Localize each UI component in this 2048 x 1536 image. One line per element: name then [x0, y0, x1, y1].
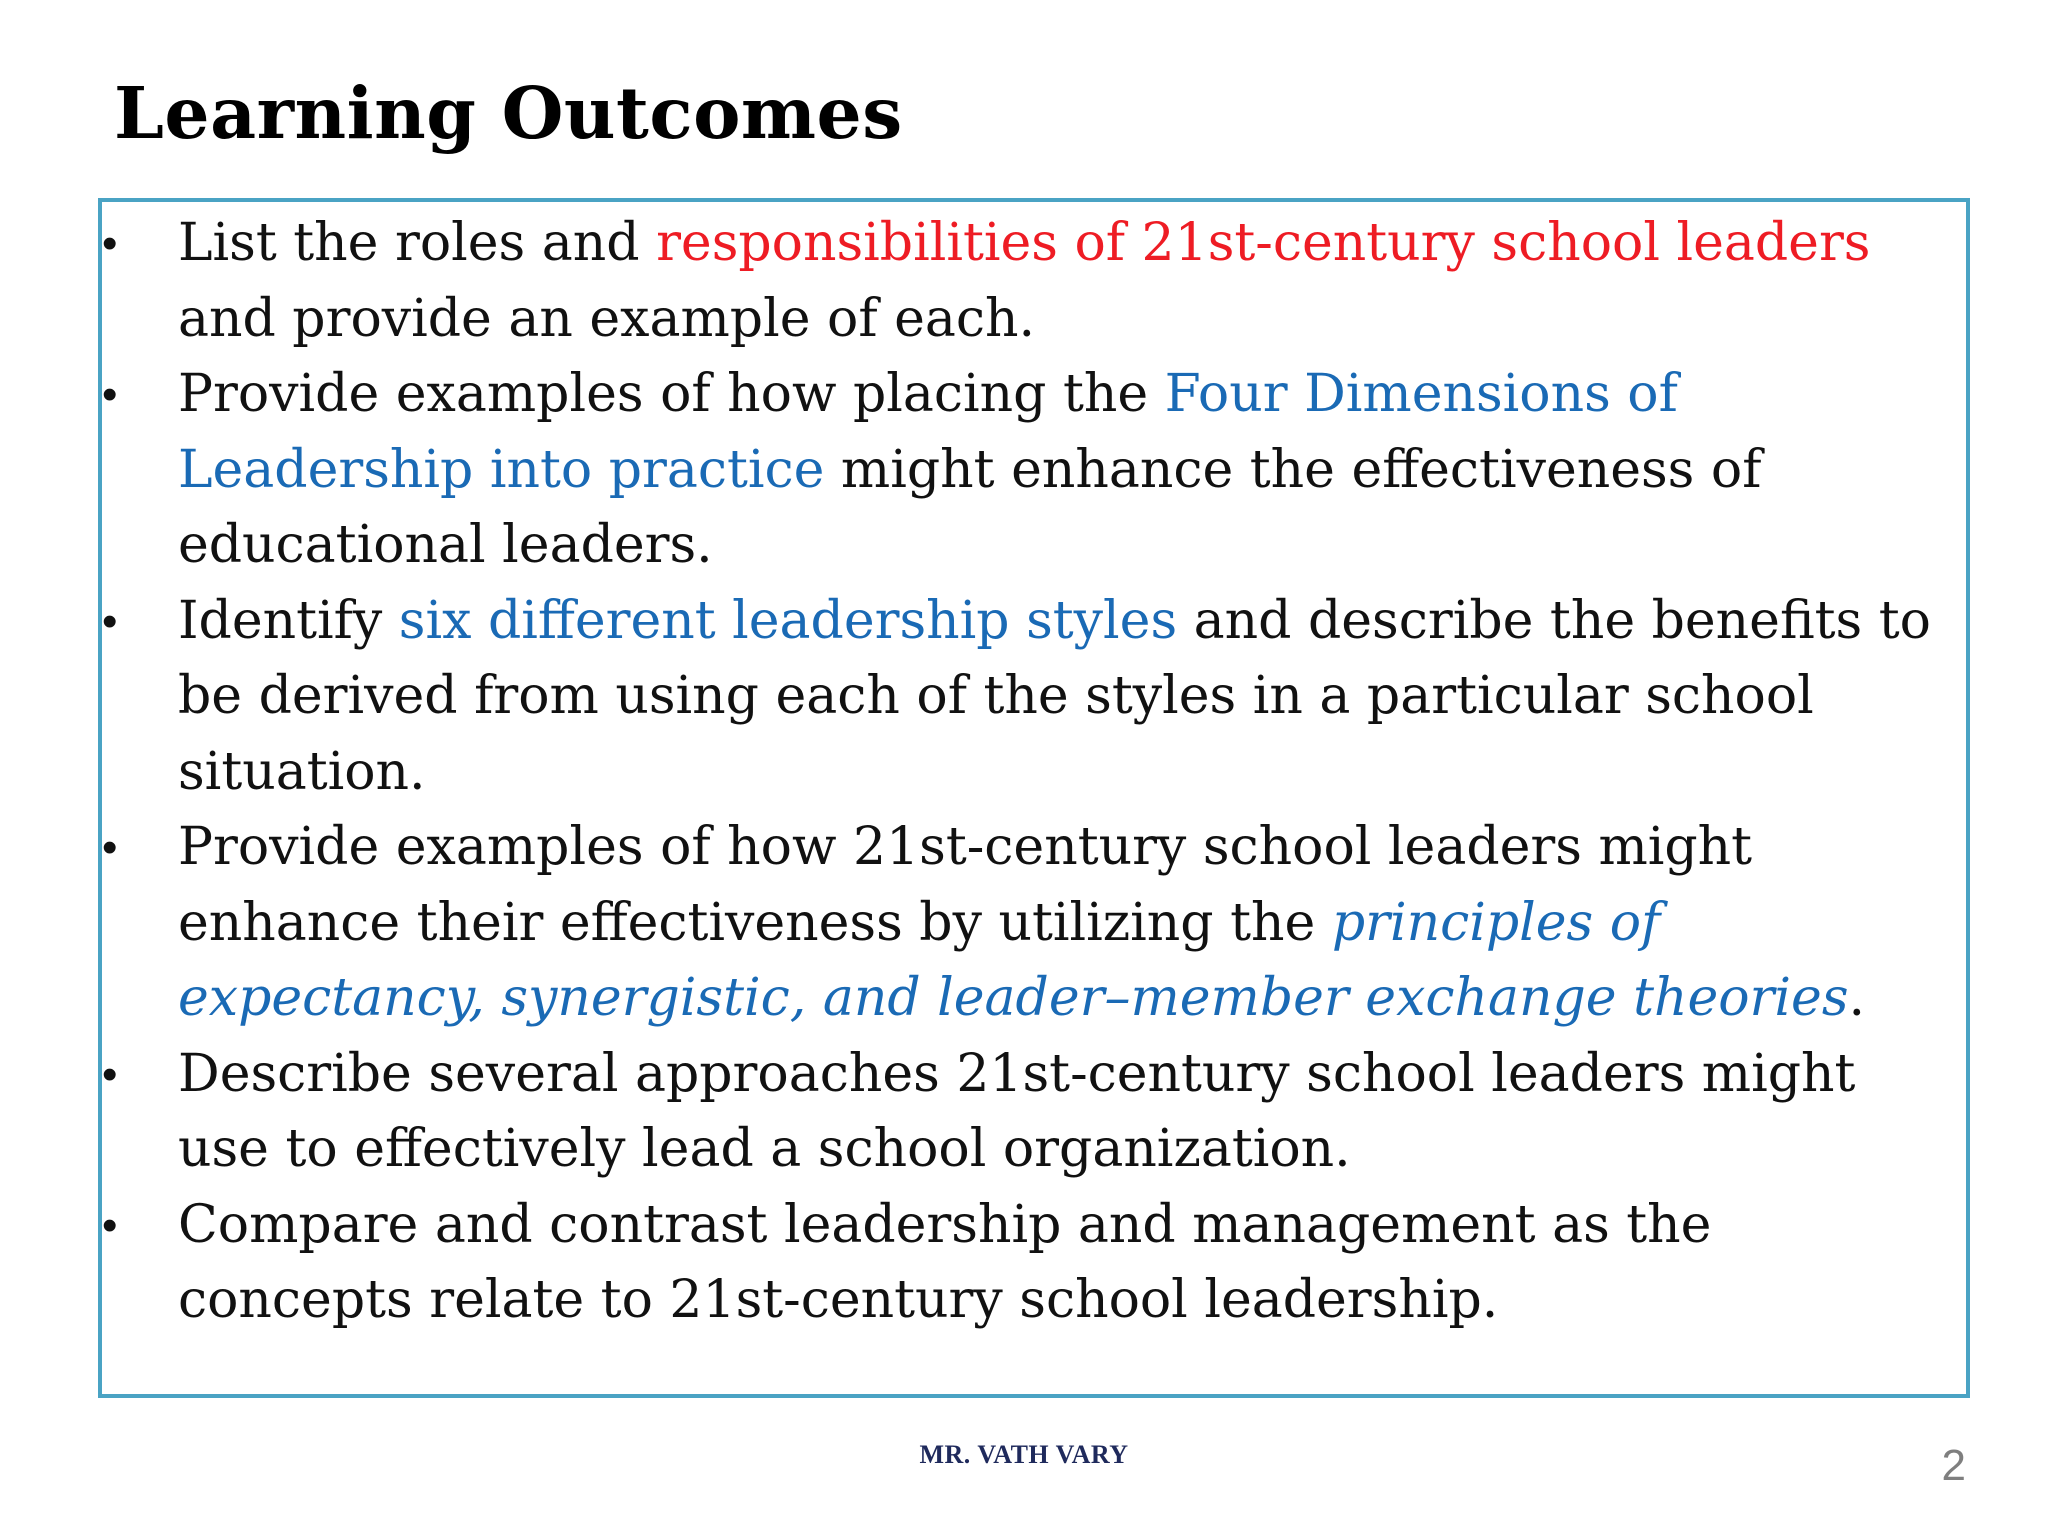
outcome-text: Provide examples of how placing the	[178, 364, 1165, 424]
bullet-icon: •	[102, 823, 118, 872]
outcome-item	[100, 584, 1950, 811]
outcome-text: .	[1848, 968, 1866, 1028]
outcome-item	[100, 1188, 1950, 1339]
outcome-text: List the roles and	[178, 213, 657, 273]
outcome-item	[100, 357, 1950, 584]
footer-author: MR. VATH VARY	[919, 1440, 1129, 1469]
bullet-icon: •	[102, 1049, 118, 1099]
outcome-text: might enhance the effectiveness of educational leaders.	[178, 439, 1762, 575]
bullet-icon: •	[102, 219, 118, 268]
bullet-icon: •	[102, 370, 118, 419]
outcome-text: Compare and contrast leadership and management as the concepts relate to 21st-century school leadership.	[178, 1194, 1712, 1330]
bullet-icon: •	[102, 1200, 118, 1250]
outcome-highlight: Four Dimensions of Leadership into practice	[178, 364, 1678, 500]
outcome-item	[100, 206, 1950, 357]
outcome-highlight: six different leadership styles	[398, 590, 1178, 651]
slide-title: Learning Outcomes	[114, 71, 903, 155]
outcome-text: Provide examples of how 21st-century school leaders might enhance their effectiveness by utilizing the	[178, 817, 1753, 953]
outcome-item	[100, 1037, 1950, 1188]
page-number: 2	[1941, 1441, 1966, 1490]
outcome-text: and provide an example of each.	[178, 288, 1036, 349]
outcome-highlight: responsibilities of 21st-century school leaders	[656, 213, 1871, 273]
outcome-text: Describe several approaches 21st-century school leaders might use to effectively lead a school organization.	[178, 1043, 1856, 1179]
bullet-icon: •	[102, 596, 118, 646]
outcome-highlight: principles of expectancy, synergistic, and leader–member exchange theories	[178, 892, 1849, 1028]
outcome-text: Identify	[178, 590, 399, 651]
outcome-item	[100, 810, 1950, 1037]
outcome-text: and describe the benefits to be derived from using each of the styles in a particular school situation.	[178, 590, 1931, 802]
outcomes-list	[100, 206, 1950, 1339]
